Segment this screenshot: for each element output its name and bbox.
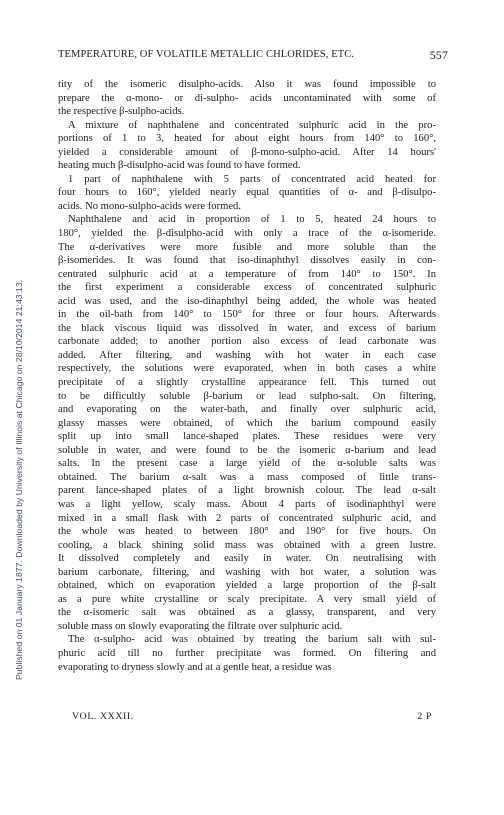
text-line: the whole was heated to between 180° and 190° for five hours. On bbox=[58, 526, 436, 538]
text-line: 1 part of naphthalene with 5 parts of concentrated acid heated for bbox=[68, 173, 436, 185]
text-line: barium carbonate, filtering, and washing with hot water, a solution was bbox=[58, 566, 436, 578]
text-line: to be difficultly soluble β-barium or lead sulpho-salt. On filtering, bbox=[58, 390, 436, 402]
text-line: the respective β-sulpho-acids. bbox=[58, 106, 185, 118]
text-line: prepare the α-mono- or di-sulpho- acids uncontaminated with some of bbox=[58, 92, 436, 104]
page-number: 557 bbox=[429, 48, 448, 62]
text-line: heating much β-disulpho-acid was found to have formed. bbox=[58, 160, 301, 172]
text-line: was a light yellow, scaly mass. About 4 parts of isodinaphthyl were bbox=[58, 498, 436, 510]
text-line: added. After filtering, and washing with hot water in each case bbox=[58, 349, 436, 361]
text-line: 180°, yielded the β-disulpho-acid with only a trace of the α-isomeride. bbox=[58, 228, 436, 240]
text-line: phuric acid till no further precipitate was formed. On filtering and bbox=[58, 647, 436, 659]
text-line: as a pure white crystalline or scaly precipitate. A very small yield of bbox=[58, 593, 436, 605]
text-line: tity of the isomeric disulpho-acids. Also it was found impossible to bbox=[58, 79, 436, 90]
text-line: soluble in water, and were found to be the isomeric α-barium and lead bbox=[58, 444, 436, 456]
volume-label: VOL. XXXII. bbox=[72, 711, 134, 722]
text-line: salts. In the present case a large yield of the α-soluble salts was bbox=[58, 458, 436, 470]
text-line: carbonate added; to another portion also excess of lead carbonate was bbox=[58, 336, 436, 348]
text-line: respectively, the solutions were evaporated, when in both cases a white bbox=[58, 363, 436, 375]
text-line: precipitate of a slightly crystalline appearance fell. This turned out bbox=[58, 377, 436, 389]
text-line: centrated sulphuric acid at a temperature of from 140° to 150°. In bbox=[58, 268, 436, 280]
download-watermark bbox=[6, 40, 22, 680]
text-line: β-isomerides. It was found that iso-dinaphthyl dissolves easily in con- bbox=[58, 255, 436, 267]
text-line: yielded a considerable amount of β-mono-sulpho-acid. After 14 hours' bbox=[58, 146, 436, 158]
text-line: mixed in a small flask with 2 parts of concentrated sulphuric acid, and bbox=[58, 512, 436, 524]
text-line: the black viscous liquid was dissolved in water, and excess of barium bbox=[58, 322, 436, 334]
text-line: evaporating to dryness slowly and at a gentle heat, a residue was bbox=[58, 661, 332, 673]
text-line: soluble mass on slowly evaporating the filtrate over sulphuric acid. bbox=[58, 620, 343, 632]
text-line: four hours to 160°, yielded nearly equal quantities of α- and β-disulpo- bbox=[58, 187, 436, 199]
text-line: the α-isomeric salt was obtained as a glassy, transparent, and very bbox=[58, 607, 436, 619]
running-title: TEMPERATURE, OF VOLATILE METALLIC CHLORIDES, ETC. bbox=[58, 49, 355, 60]
text-line: acids. No mono-sulpho-acids were formed. bbox=[58, 200, 241, 212]
text-line: cooling, a black shining solid mass was obtained with a green lustre. bbox=[58, 539, 436, 551]
text-line: glassy masses were obtained, of which the barium compound easily bbox=[58, 417, 436, 429]
text-line: The α-derivatives were more fusible and more soluble than the bbox=[58, 241, 436, 253]
text-line: The α-sulpho- acid was obtained by treating the barium salt with sul- bbox=[68, 634, 436, 646]
text-line: A mixture of naphthalene and concentrated sulphuric acid in the pro- bbox=[68, 119, 436, 131]
text-line: parent lance-shaped plates of a light brownish colour. The lead α-salt bbox=[58, 485, 436, 497]
text-line: portions of 1 to 3, heated for about eight hours from 140° to 160°, bbox=[58, 133, 436, 145]
text-line: the first experiment a considerable excess of concentrated sulphuric bbox=[58, 282, 436, 294]
text-line: It dissolved completely and easily in water. On neutralising with bbox=[58, 553, 436, 565]
text-line: and evaporating on the water-bath, and finally over sulphuric acid, bbox=[58, 404, 436, 416]
text-line: split up into small lance-shaped plates. These residues were very bbox=[58, 431, 436, 443]
signature-mark: 2 P bbox=[417, 711, 432, 722]
text-line: obtained. The barium α-salt was a mass composed of little trans- bbox=[58, 471, 436, 483]
article-body bbox=[58, 78, 436, 674]
text-line: acid was used, and the iso-dinaphthyl being added, the whole was heated bbox=[58, 295, 436, 307]
text-line: in the oil-bath from 140° to 150° for three or four hours. Afterwards bbox=[58, 309, 436, 321]
download-notice: Published on 01 January 1877. Downloaded by University of Illinois at Chicago on 28/10/2014 21:43:13. bbox=[14, 279, 24, 680]
text-line: obtained, which on evaporation yielded a large proportion of the β-salt bbox=[58, 580, 436, 592]
text-line: Naphthalene and acid in proportion of 1 to 5, heated 24 hours to bbox=[68, 214, 436, 226]
